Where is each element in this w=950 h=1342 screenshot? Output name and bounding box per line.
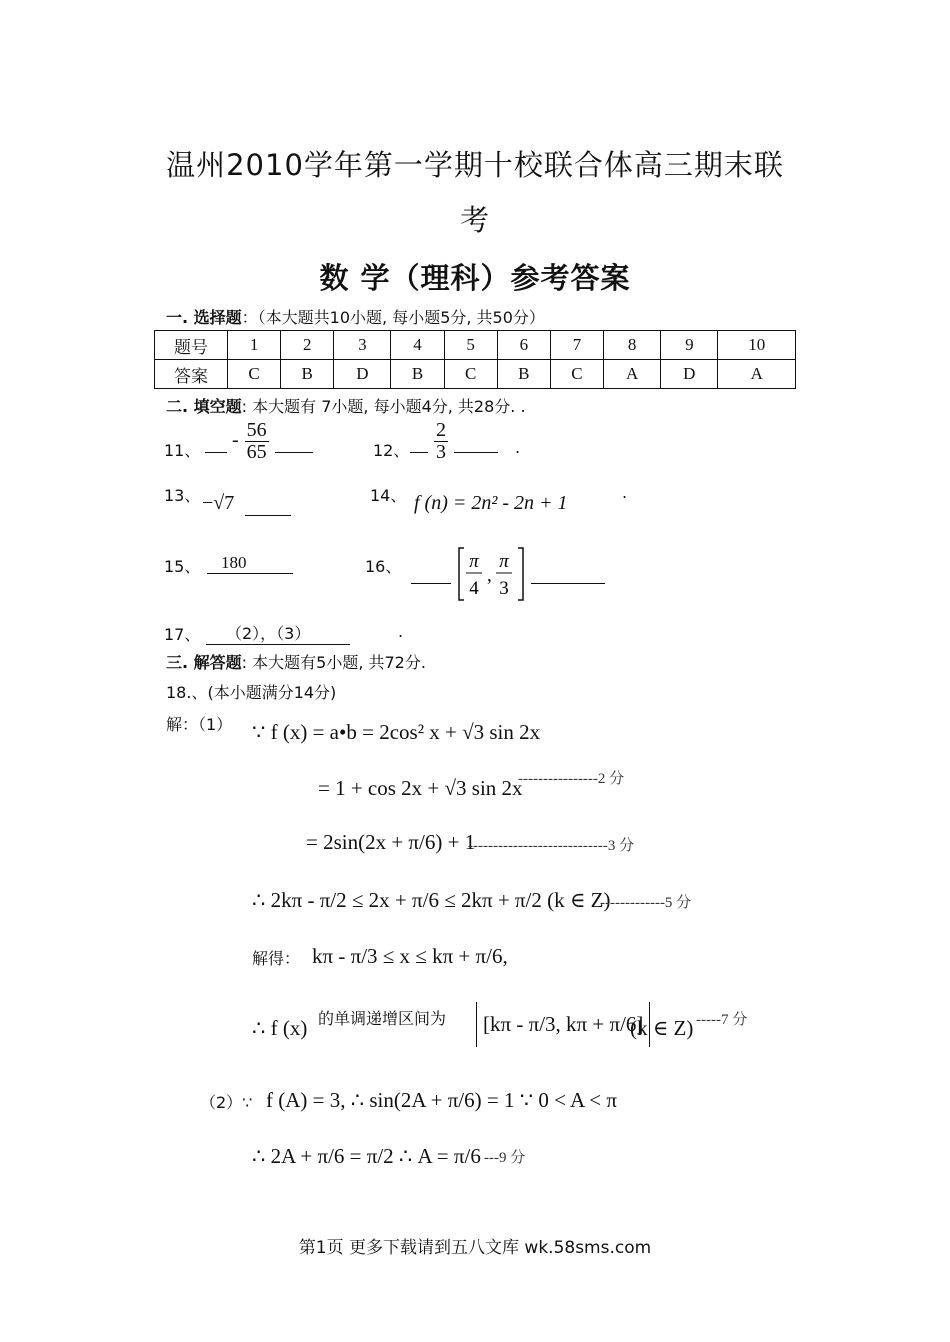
q11-fraction [245,420,269,463]
q15-label: 15、 [164,557,201,576]
svg-text:,: , [487,565,492,586]
q18-line6-k: (k ∈ Z) [630,1016,694,1040]
table-cell: C [444,360,497,389]
document-title: 温州2010学年第一学期十校联合体高三期末联 [166,148,784,182]
section-2-label: 二. 填空题 [166,397,242,416]
table-cell: C [550,360,603,389]
table-row-answers [155,360,796,389]
table-cell: B [281,360,334,389]
q18-line4: ∴ 2kπ - π/2 ≤ 2x + π/6 ≤ 2kπ + π/2 (k ∈ Z) [252,888,611,912]
table-header-number: 题号 [155,331,228,360]
q14-label: 14、 [370,486,407,505]
q11-sign: - [232,429,239,452]
section-3-heading [166,650,426,673]
table-cell: 8 [604,331,661,360]
q12-fraction [434,420,448,463]
q16-answer [411,545,605,603]
q11-answer [205,420,313,463]
table-row-numbers [155,331,796,360]
table-cell: 9 [661,331,718,360]
q18-line6-prefix: ∴ f (x) [252,1016,308,1040]
q18-part2-label: （2）∵ [200,1093,253,1112]
q12-numerator: 2 [436,419,446,441]
table-cell: A [604,360,661,389]
q18-part2-line1: f (A) = 3, ∴ sin(2A + π/6) = 1 ∵ 0 < A < π [266,1088,617,1112]
q18-line6-text: 的单调递增区间为 [318,1009,447,1028]
q13-label: 13、 [164,486,201,505]
svg-text:3: 3 [499,578,509,599]
page-footer: 第1页 更多下载请到五八文库 wk.58sms.com [298,1238,652,1258]
q18-line2-score: ----------------2 分 [518,771,625,787]
section-1-heading [166,305,545,328]
document-title-continued: 考 [459,203,490,237]
q17-label: 17、 [164,625,201,644]
q17-value: （2），（3） [206,621,350,645]
document-subtitle: 数 学（理科）参考答案 [319,261,631,295]
q11-denominator: 65 [246,441,267,463]
table-cell: B [497,360,550,389]
q18-line1: ∵ f (x) = a•b = 2cos² x + √3 sin 2x [252,720,541,744]
q18-line6-interval: [kπ - π/3, kπ + π/6] [476,1002,650,1047]
table-cell: C [228,360,281,389]
q18-line2: = 1 + cos 2x + √3 sin 2x [318,776,523,800]
q18-line3-score: ----------------------------3 分 [468,838,635,854]
q18-line3: = 2sin(2x + π/6) + 1 [306,830,476,854]
q17-answer [206,621,350,645]
q12-denominator: 3 [436,441,446,463]
table-cell: 3 [334,331,391,360]
q15-value: 180 [207,553,293,574]
svg-text:π: π [469,551,479,572]
svg-text:4: 4 [469,578,479,599]
q13-answer [202,492,291,516]
section-1-note: ：（本大题共10小题, 每小题5分, 共50分） [241,308,545,327]
table-cell: B [391,360,444,389]
q18-line5: kπ - π/3 ≤ x ≤ kπ + π/6, [312,944,508,968]
section-2-note: : 本大题有 7小题, 每小题4分, 共28分. . [241,397,526,416]
q12-label: 12、 [373,441,410,460]
table-cell: 5 [444,331,497,360]
table-cell: D [661,360,718,389]
table-cell: 7 [550,331,603,360]
q11-label: 11、 [164,441,201,460]
q18-part2-score: ---9 分 [484,1150,526,1166]
section-3-note: : 本大题有5小题, 共72分. [241,653,426,672]
q17-end: . [398,622,404,641]
table-cell: 10 [718,331,796,360]
table-cell: 1 [228,331,281,360]
table-cell: A [718,360,796,389]
q14-end: . [622,483,628,502]
section-2-heading [166,394,526,417]
q18-part2-line2: ∴ 2A + π/6 = π/2 ∴ A = π/6 [252,1144,481,1168]
q18-line5-label: 解得： [252,949,301,968]
q12-end: . [515,438,521,457]
table-header-answer: 答案 [155,360,228,389]
q16-interval-graphic [456,545,526,603]
table-cell: 6 [497,331,550,360]
answer-table [154,330,796,389]
q18-line4-score: -------------5 分 [600,895,692,911]
table-cell: 4 [391,331,444,360]
q12-answer [410,420,498,463]
section-3-label: 三. 解答题 [166,653,242,672]
table-cell: D [334,360,391,389]
q13-value: −√7 [202,492,235,514]
q18-line6-score: -----7 分 [696,1012,748,1028]
q11-numerator: 56 [246,419,267,441]
q18-solution-label: 解：（1） [166,715,233,734]
table-cell: 2 [281,331,334,360]
q15-answer [207,553,293,574]
q14-answer: f (n) = 2n² - 2n + 1 [414,492,568,514]
q16-label: 16、 [365,557,402,576]
q18-header: 18.、(本小题满分14分) [166,683,337,702]
svg-text:π: π [499,551,509,572]
section-1-label: 一. 选择题 [166,308,242,327]
